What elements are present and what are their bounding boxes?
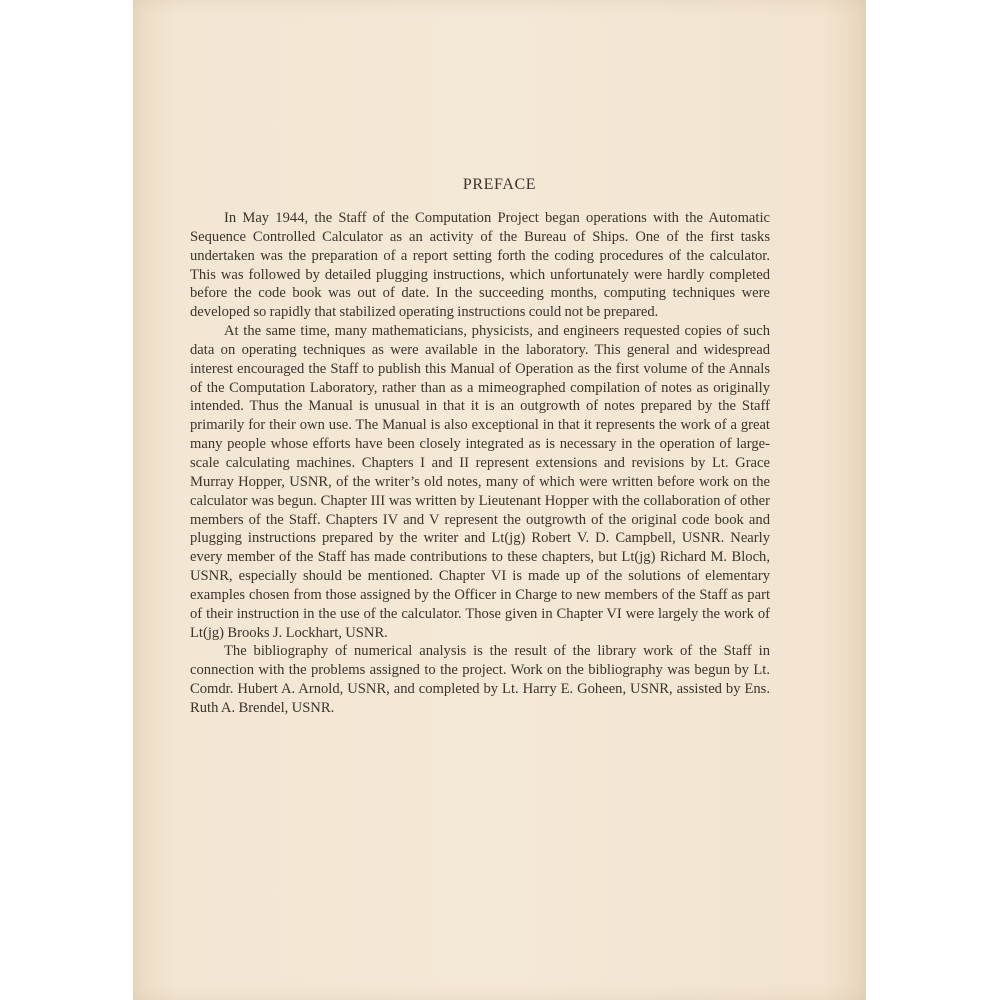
preface-body <box>190 209 770 718</box>
paragraph-2: At the same time, many mathematicians, physicists, and engineers requested copies of such data on operating techniques as were available in the laboratory. This general and widespread interest encouraged the Staff to publish this Manual of Operation as the first volume of the Annals of the Computation Laboratory, rather than as a mimeographed compilation of notes as originally intended. Thus the Manual is unusual in that it is an outgrowth of notes prepared by the Staff primarily for their own use. The Manual is also exceptional in that it represents the work of a great many people whose efforts have been closely integrated as is necessary in the operation of large-scale calculating machines. Chapters I and II represent extensions and revisions by Lt. Grace Murray Hopper, USNR, of the writer’s old notes, many of which were written before work on the calculator was begun. Chapter III was written by Lieutenant Hopper with the collaboration of other members of the Staff. Chapters IV and V represent the outgrowth of the original code book and plugging instructions prepared by the writer and Lt(jg) Robert V. D. Campbell, USNR. Nearly every member of the Staff has made contributions to these chapters, but Lt(jg) Richard M. Bloch, USNR, especially should be mentioned. Chapter VI is made up of the solutions of elementary examples chosen from those assigned by the Officer in Charge to new members of the Staff as part of their instruction in the use of the calculator. Those given in Chapter VI were largely the work of Lt(jg) Brooks J. Lockhart, USNR. <box>190 323 770 641</box>
page-title: PREFACE <box>462 176 537 193</box>
paragraph-3: The bibliography of numerical analysis is the result of the library work of the Staff in connection with the problems assigned to the project. Work on the bibliography was begun by Lt. Comdr. Hubert A. Arnold, USNR, and completed by Lt. Harry E. Goheen, USNR, assisted by Ens. Ruth A. Brendel, USNR. <box>190 643 770 716</box>
paragraph-1: In May 1944, the Staff of the Computation Project began operations with the Automatic Sequence Controlled Calculator as an activity of the Bureau of Ships. One of the first tasks undertaken was the preparation of a report setting forth the coding procedures of the calculator. This was followed by detailed plugging instructions, which unfortunately were hardly completed before the code book was out of date. In the succeeding months, computing techniques were developed so rapidly that stabilized operating instructions could not be prepared. <box>190 210 770 321</box>
book-page <box>133 0 866 1000</box>
